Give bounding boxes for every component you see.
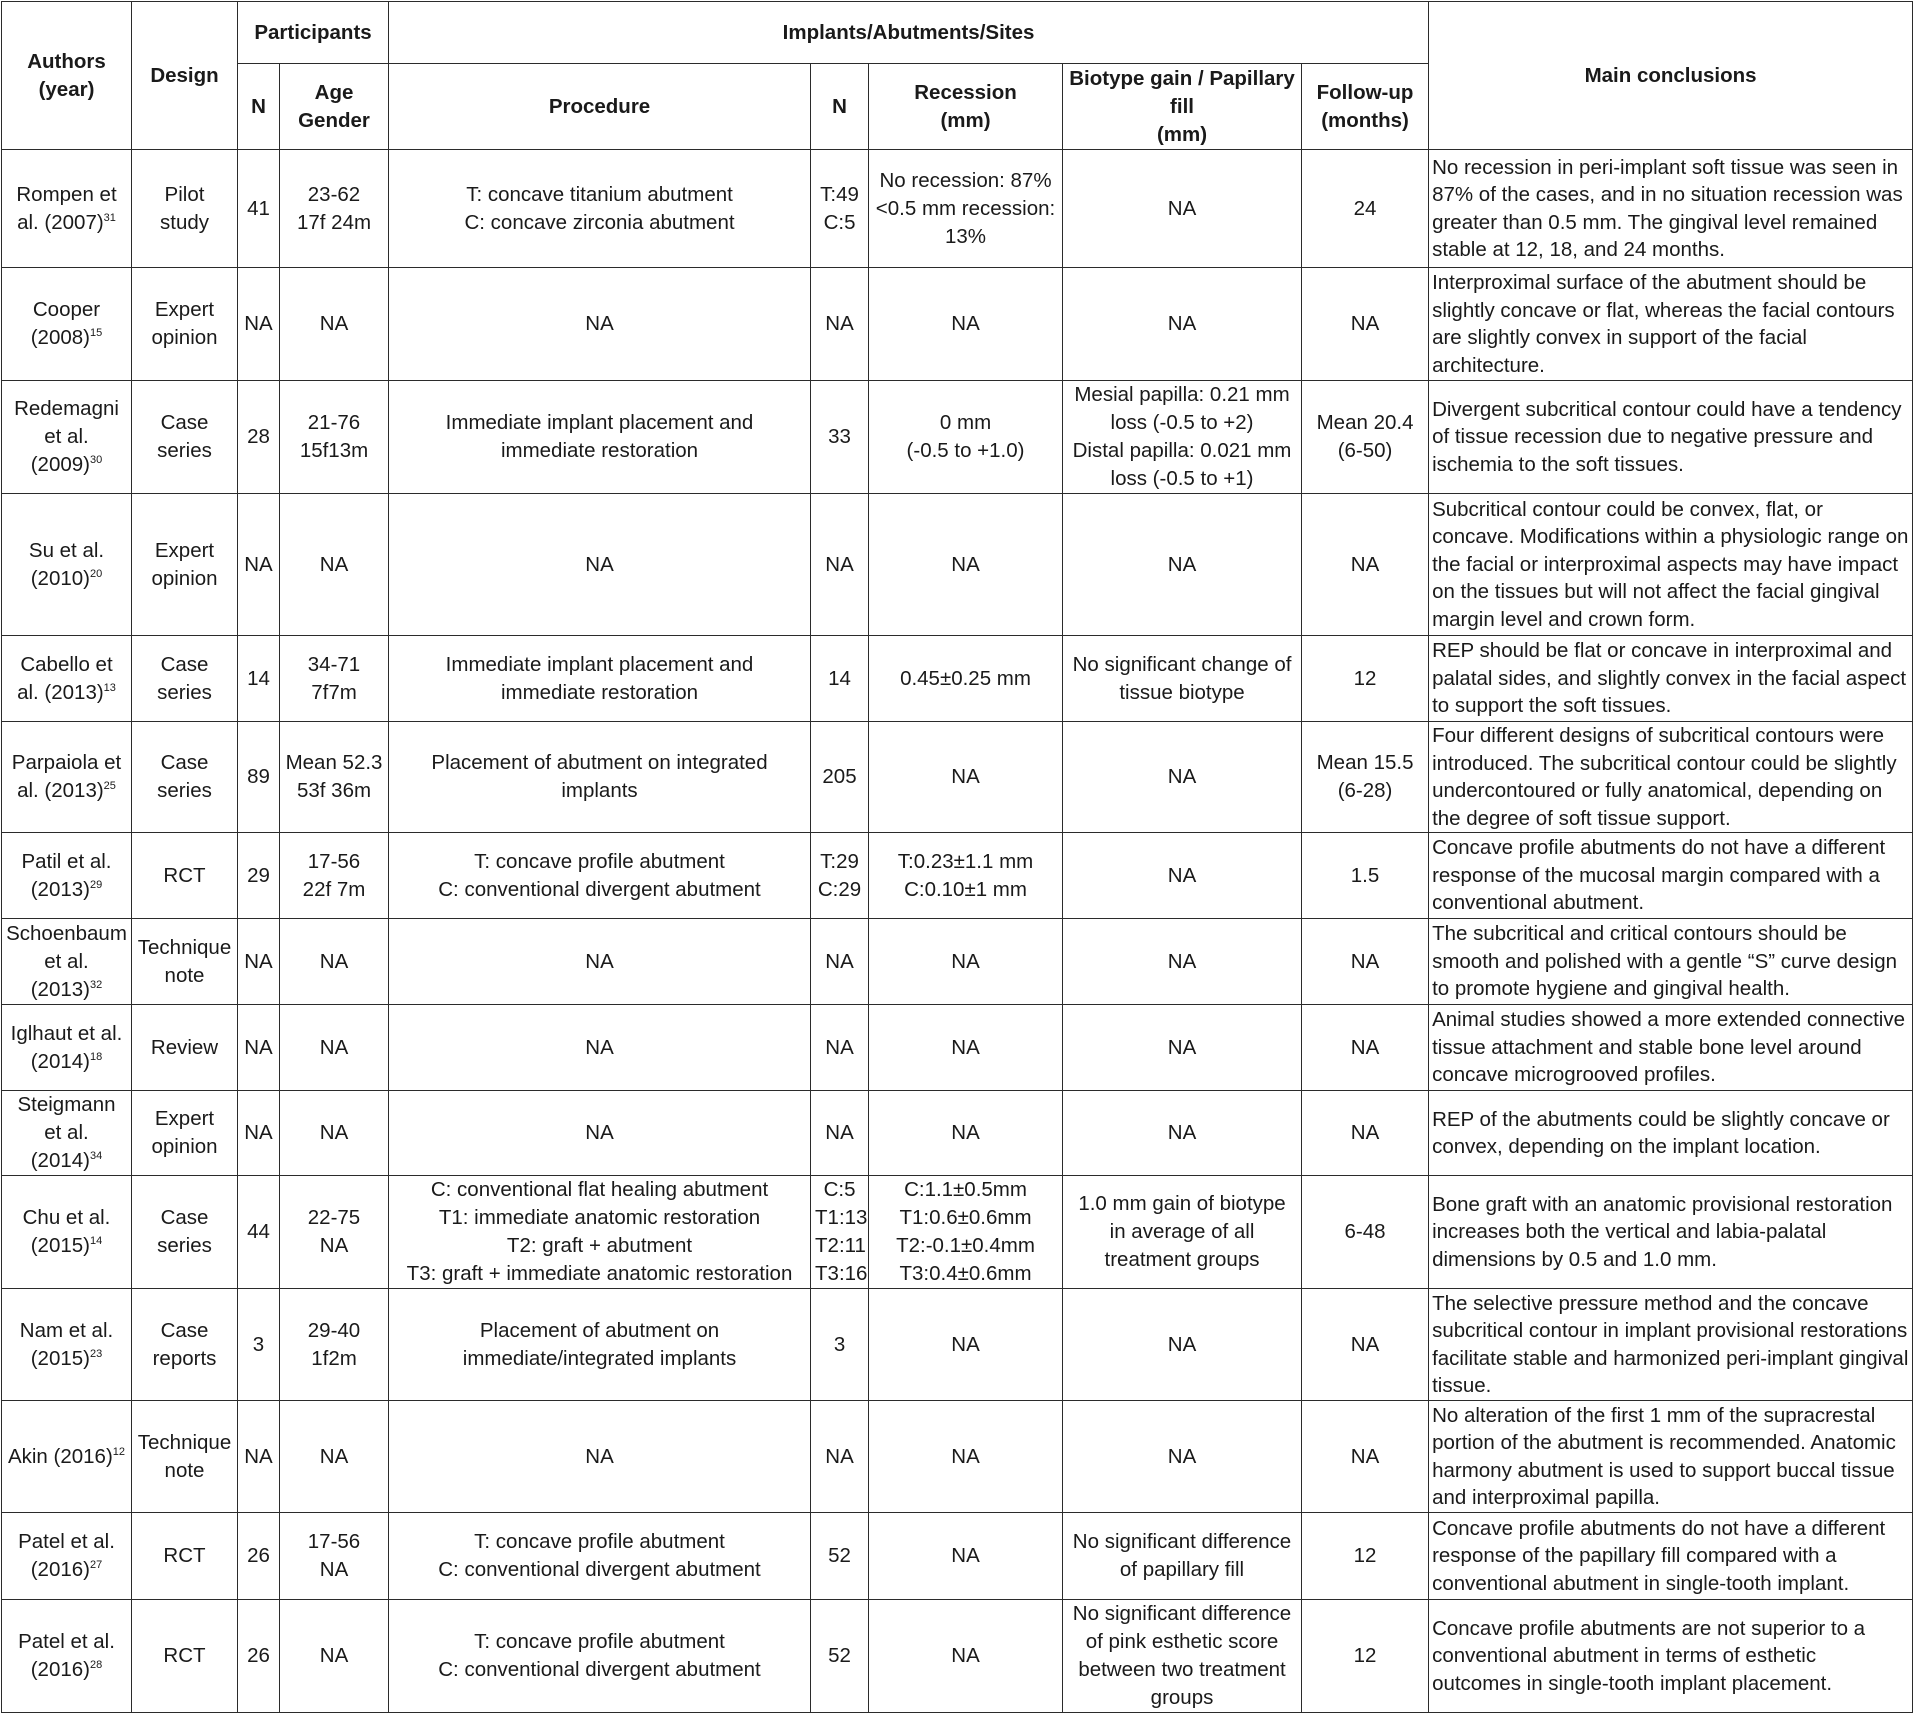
participants-n-cell: 29 <box>238 833 280 919</box>
table-row <box>2 494 1913 636</box>
recession-cell: No recession: 87% <0.5 mm recession: 13% <box>869 150 1063 268</box>
conclusion-cell: No alteration of the first 1 mm of the supracrestal portion of the abutment is recommended. Anatomic harmony abutment is used to support buccal tissue and interproximal papilla. <box>1429 1401 1913 1513</box>
table-row <box>2 1176 1913 1289</box>
design-cell: Technique note <box>132 919 238 1005</box>
procedure-cell: NA <box>389 1005 811 1091</box>
follow-up-cell: NA <box>1302 1091 1429 1176</box>
age-gender-cell: NA <box>280 1600 389 1713</box>
table-header <box>2 2 1913 150</box>
header-main-conclusions: Main conclusions <box>1429 2 1913 150</box>
follow-up-cell: NA <box>1302 494 1429 636</box>
author-cell: Nam et al. $(2015)^{23}$ <box>2 1289 132 1401</box>
age-gender-cell: Mean 52.3 53f 36m <box>280 722 389 833</box>
conclusion-cell: Divergent subcritical contour could have a tendency of tissue recession due to negative pressure and ischemia to the soft tissues. <box>1429 381 1913 494</box>
design-cell: Expert opinion <box>132 268 238 381</box>
reference-number: 31 <box>103 211 116 224</box>
design-cell: Review <box>132 1005 238 1091</box>
implants-n-cell: NA <box>811 268 869 381</box>
procedure-cell: NA <box>389 1401 811 1513</box>
biotype-cell: NA <box>1063 1091 1302 1176</box>
table-row <box>2 268 1913 381</box>
conclusion-cell: Animal studies showed a more extended connective tissue attachment and stable bone level around concave microgrooved profiles. <box>1429 1005 1913 1091</box>
table-row <box>2 1005 1913 1091</box>
author-cell: Rompen et al. $(2007)^{31}$ <box>2 150 132 268</box>
recession-cell: 0.45±0.25 mm <box>869 636 1063 722</box>
design-cell: Case series <box>132 636 238 722</box>
reference-number: 32 <box>90 978 103 991</box>
design-cell: Expert opinion <box>132 494 238 636</box>
table-row <box>2 636 1913 722</box>
design-cell: RCT <box>132 833 238 919</box>
reference-number: 13 <box>103 681 116 694</box>
participants-n-cell: 44 <box>238 1176 280 1289</box>
procedure-cell: Immediate implant placement and immediate restoration <box>389 381 811 494</box>
reference-number: 14 <box>90 1235 103 1248</box>
header-authors: Authors (year) <box>2 2 132 150</box>
age-gender-cell: 17-56 22f 7m <box>280 833 389 919</box>
table-row <box>2 833 1913 919</box>
design-cell: Case series <box>132 1176 238 1289</box>
design-cell: Case series <box>132 722 238 833</box>
follow-up-cell: 24 <box>1302 150 1429 268</box>
recession-cell: NA <box>869 1513 1063 1600</box>
implants-n-cell: NA <box>811 1005 869 1091</box>
table-row <box>2 1091 1913 1176</box>
design-cell: Case reports <box>132 1289 238 1401</box>
author-cell: Iglhaut et al. $(2014)^{18}$ <box>2 1005 132 1091</box>
procedure-cell: NA <box>389 1091 811 1176</box>
biotype-cell: NA <box>1063 1289 1302 1401</box>
recession-cell: NA <box>869 1005 1063 1091</box>
age-gender-cell: NA <box>280 268 389 381</box>
biotype-cell: No significant difference of papillary fill <box>1063 1513 1302 1600</box>
participants-n-cell: 3 <box>238 1289 280 1401</box>
table-row <box>2 722 1913 833</box>
procedure-cell: T: concave profile abutment C: conventional divergent abutment <box>389 833 811 919</box>
participants-n-cell: NA <box>238 494 280 636</box>
reference-number: 20 <box>90 567 103 580</box>
age-gender-cell: NA <box>280 1091 389 1176</box>
conclusion-cell: The subcritical and critical contours should be smooth and polished with a gentle “S” curve design to promote hygiene and gingival health. <box>1429 919 1913 1005</box>
procedure-cell: Placement of abutment on integrated implants <box>389 722 811 833</box>
reference-number: 28 <box>90 1659 103 1672</box>
reference-number: 23 <box>90 1347 103 1360</box>
follow-up-cell: NA <box>1302 1401 1429 1513</box>
reference-number: 18 <box>90 1050 103 1063</box>
procedure-cell: T: concave profile abutment C: conventional divergent abutment <box>389 1513 811 1600</box>
conclusion-cell: Concave profile abutments do not have a different response of the papillary fill compared with a conventional abutment in single-tooth implant. <box>1429 1513 1913 1600</box>
participants-n-cell: 26 <box>238 1513 280 1600</box>
age-gender-cell: NA <box>280 494 389 636</box>
follow-up-cell: NA <box>1302 919 1429 1005</box>
conclusion-cell: Subcritical contour could be convex, flat, or concave. Modifications within a physiologic range on the facial or interproximal aspects may have impact on the tissues but will not affect the facial gingival margin level and crown form. <box>1429 494 1913 636</box>
implants-n-cell: 33 <box>811 381 869 494</box>
reference-number: 30 <box>90 454 103 467</box>
conclusion-cell: REP of the abutments could be slightly concave or convex, depending on the implant location. <box>1429 1091 1913 1176</box>
procedure-cell: C: conventional flat healing abutment T1: immediate anatomic restoration T2: graft + abutment T3: graft + immediate anatomic restoration <box>389 1176 811 1289</box>
header-participants: Participants <box>238 2 389 64</box>
header-age-gender: Age Gender <box>280 64 389 150</box>
author-cell: Chu et al. $(2015)^{14}$ <box>2 1176 132 1289</box>
follow-up-cell: NA <box>1302 1289 1429 1401</box>
header-follow-up: Follow-up (months) <box>1302 64 1429 150</box>
implants-n-cell: NA <box>811 1401 869 1513</box>
implants-n-cell: 3 <box>811 1289 869 1401</box>
design-cell: RCT <box>132 1513 238 1600</box>
implants-n-cell: C:5 T1:13 T2:11 T3:16 <box>811 1176 869 1289</box>
follow-up-cell: Mean 20.4 (6-50) <box>1302 381 1429 494</box>
recession-cell: NA <box>869 1289 1063 1401</box>
age-gender-cell: 34-71 7f7m <box>280 636 389 722</box>
reference-number: 29 <box>90 878 103 891</box>
table-row <box>2 1401 1913 1513</box>
recession-cell: NA <box>869 1600 1063 1713</box>
biotype-cell: NA <box>1063 722 1302 833</box>
conclusion-cell: Concave profile abutments do not have a different response of the mucosal margin compared with a conventional abutment. <box>1429 833 1913 919</box>
biotype-cell: NA <box>1063 150 1302 268</box>
conclusion-cell: REP should be flat or concave in interproximal and palatal sides, and slightly convex in the facial aspect to support the soft tissues. <box>1429 636 1913 722</box>
age-gender-cell: 21-76 15f13m <box>280 381 389 494</box>
participants-n-cell: NA <box>238 1401 280 1513</box>
recession-cell: C:1.1±0.5mm T1:0.6±0.6mm T2:-0.1±0.4mm T3:0.4±0.6mm <box>869 1176 1063 1289</box>
author-cell: Cabello et al. $(2013)^{13}$ <box>2 636 132 722</box>
procedure-cell: Placement of abutment on immediate/integrated implants <box>389 1289 811 1401</box>
reference-number: 15 <box>90 327 103 340</box>
biotype-cell: NA <box>1063 268 1302 381</box>
biotype-cell: NA <box>1063 833 1302 919</box>
author-cell: Patel et al. $(2016)^{28}$ <box>2 1600 132 1713</box>
implants-n-cell: NA <box>811 494 869 636</box>
author-cell: Steigmann et al. $(2014)^{34}$ <box>2 1091 132 1176</box>
header-biotype: Biotype gain / Papillary fill (mm) <box>1063 64 1302 150</box>
conclusion-cell: The selective pressure method and the concave subcritical contour in implant provisional restorations facilitate stable and harmonized peri-implant gingival tissue. <box>1429 1289 1913 1401</box>
procedure-cell: T: concave profile abutment C: conventional divergent abutment <box>389 1600 811 1713</box>
age-gender-cell: NA <box>280 919 389 1005</box>
participants-n-cell: 41 <box>238 150 280 268</box>
implants-n-cell: 205 <box>811 722 869 833</box>
reference-number: 25 <box>103 780 116 793</box>
age-gender-cell: 29-40 1f2m <box>280 1289 389 1401</box>
participants-n-cell: NA <box>238 919 280 1005</box>
header-procedure: Procedure <box>389 64 811 150</box>
biotype-cell: NA <box>1063 494 1302 636</box>
biotype-cell: NA <box>1063 1401 1302 1513</box>
recession-cell: NA <box>869 494 1063 636</box>
recession-cell: T:0.23±1.1 mm C:0.10±1 mm <box>869 833 1063 919</box>
table-row <box>2 1289 1913 1401</box>
recession-cell: NA <box>869 919 1063 1005</box>
recession-cell: 0 mm (-0.5 to +1.0) <box>869 381 1063 494</box>
participants-n-cell: 89 <box>238 722 280 833</box>
author-cell: Patil et al. $(2013)^{29}$ <box>2 833 132 919</box>
follow-up-cell: 12 <box>1302 1600 1429 1713</box>
biotype-cell: NA <box>1063 1005 1302 1091</box>
participants-n-cell: 14 <box>238 636 280 722</box>
biotype-cell: No significant change of tissue biotype <box>1063 636 1302 722</box>
follow-up-cell: 1.5 <box>1302 833 1429 919</box>
table-row <box>2 1513 1913 1600</box>
author-cell: Su et al. $(2010)^{20}$ <box>2 494 132 636</box>
author-cell: Redemagni et al. $(2009)^{30}$ <box>2 381 132 494</box>
design-cell: Expert opinion <box>132 1091 238 1176</box>
procedure-cell: NA <box>389 919 811 1005</box>
participants-n-cell: 28 <box>238 381 280 494</box>
conclusion-cell: Bone graft with an anatomic provisional restoration increases both the vertical and labia-palatal dimensions by 0.5 and 1.0 mm. <box>1429 1176 1913 1289</box>
author-cell: Parpaiola et al. $(2013)^{25}$ <box>2 722 132 833</box>
age-gender-cell: NA <box>280 1401 389 1513</box>
design-cell: RCT <box>132 1600 238 1713</box>
header-design: Design <box>132 2 238 150</box>
header-implants-group: Implants/Abutments/Sites <box>389 2 1429 64</box>
studies-table <box>1 1 1913 1713</box>
recession-cell: NA <box>869 1091 1063 1176</box>
age-gender-cell: 22-75 NA <box>280 1176 389 1289</box>
table-row <box>2 1600 1913 1713</box>
implants-n-cell: T:29 C:29 <box>811 833 869 919</box>
procedure-cell: Immediate implant placement and immediate restoration <box>389 636 811 722</box>
table-row <box>2 150 1913 268</box>
table-body <box>2 150 1913 1713</box>
follow-up-cell: 12 <box>1302 1513 1429 1600</box>
biotype-cell: 1.0 mm gain of biotype in average of all treatment groups <box>1063 1176 1302 1289</box>
age-gender-cell: 17-56 NA <box>280 1513 389 1600</box>
biotype-cell: No significant difference of pink esthetic score between two treatment groups <box>1063 1600 1302 1713</box>
follow-up-cell: Mean 15.5 (6-28) <box>1302 722 1429 833</box>
implants-n-cell: 52 <box>811 1513 869 1600</box>
author-cell: Cooper $(2008)^{15}$ <box>2 268 132 381</box>
follow-up-cell: NA <box>1302 1005 1429 1091</box>
follow-up-cell: NA <box>1302 268 1429 381</box>
age-gender-cell: NA <box>280 1005 389 1091</box>
follow-up-cell: 12 <box>1302 636 1429 722</box>
recession-cell: NA <box>869 722 1063 833</box>
author-cell: Schoenbaum et al. $(2013)^{32}$ <box>2 919 132 1005</box>
procedure-cell: NA <box>389 268 811 381</box>
implants-n-cell: 52 <box>811 1600 869 1713</box>
header-recession: Recession (mm) <box>869 64 1063 150</box>
procedure-cell: NA <box>389 494 811 636</box>
author-cell: Patel et al. $(2016)^{27}$ <box>2 1513 132 1600</box>
design-cell: Technique note <box>132 1401 238 1513</box>
participants-n-cell: NA <box>238 268 280 381</box>
implants-n-cell: T:49 C:5 <box>811 150 869 268</box>
conclusion-cell: Concave profile abutments are not superior to a conventional abutment in terms of esthetic outcomes in single-tooth implant placement. <box>1429 1600 1913 1713</box>
age-gender-cell: 23-62 17f 24m <box>280 150 389 268</box>
author-cell: Akin $(2016)^{12}$ <box>2 1401 132 1513</box>
design-cell: Pilot study <box>132 150 238 268</box>
implants-n-cell: 14 <box>811 636 869 722</box>
table-row <box>2 919 1913 1005</box>
implants-n-cell: NA <box>811 919 869 1005</box>
reference-number: 34 <box>90 1150 103 1163</box>
table-row <box>2 381 1913 494</box>
conclusion-cell: Four different designs of subcritical contours were introduced. The subcritical contour could be slightly undercontoured or fully anatomical, depending on the degree of soft tissue support. <box>1429 722 1913 833</box>
biotype-cell: NA <box>1063 919 1302 1005</box>
recession-cell: NA <box>869 1401 1063 1513</box>
implants-n-cell: NA <box>811 1091 869 1176</box>
recession-cell: NA <box>869 268 1063 381</box>
header-implants-n: N <box>811 64 869 150</box>
participants-n-cell: 26 <box>238 1600 280 1713</box>
reference-number: 12 <box>112 1445 126 1458</box>
conclusion-cell: No recession in peri-implant soft tissue was seen in 87% of the cases, and in no situation recession was greater than 0.5 mm. The gingival level remained stable at 12, 18, and 24 months. <box>1429 150 1913 268</box>
follow-up-cell: 6-48 <box>1302 1176 1429 1289</box>
header-n: N <box>238 64 280 150</box>
participants-n-cell: NA <box>238 1005 280 1091</box>
biotype-cell: Mesial papilla: 0.21 mm loss (-0.5 to +2) Distal papilla: 0.021 mm loss (-0.5 to +1) <box>1063 381 1302 494</box>
participants-n-cell: NA <box>238 1091 280 1176</box>
reference-number: 27 <box>90 1559 103 1572</box>
conclusion-cell: Interproximal surface of the abutment should be slightly concave or flat, whereas the facial contours are slightly convex in support of the facial architecture. <box>1429 268 1913 381</box>
design-cell: Case series <box>132 381 238 494</box>
procedure-cell: T: concave titanium abutment C: concave zirconia abutment <box>389 150 811 268</box>
